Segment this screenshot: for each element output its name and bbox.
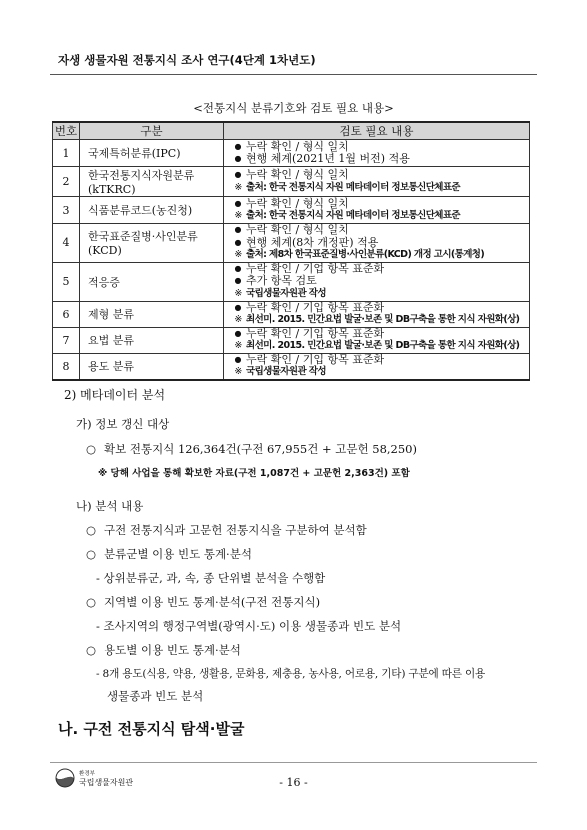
review-note-line <box>230 249 529 262</box>
footer-rule <box>50 762 537 763</box>
review-note-text: 최선미. 2015. 민간요법 발굴·보존 및 DB구축을 통한 지식 자원화(상) <box>246 340 520 351</box>
review-bullet-text: 누락 확인 / 기입 항목 표준화 <box>246 352 385 366</box>
row-number: 3 <box>53 197 80 224</box>
row-review-content <box>224 301 530 327</box>
row-review-content <box>224 167 530 197</box>
review-bullet-text: 현행 체계(8차 개정판) 적용 <box>246 235 379 249</box>
row-number: 7 <box>53 327 80 353</box>
review-note-text: 국립생물자원관 작성 <box>246 366 326 377</box>
header-title: 자생 생물자원 전통지식 조사 연구(4단계 1차년도) <box>58 53 316 67</box>
review-note-line <box>230 288 529 301</box>
analysis-item-4-text: 용도별 이용 빈도 통계·분석 <box>104 643 241 657</box>
analysis-item-1-text: 구전 전통지식과 고문헌 전통지식을 구분하여 분석함 <box>104 523 367 537</box>
review-bullet-line <box>230 302 529 315</box>
row-review-content <box>224 140 530 167</box>
review-note-line <box>230 314 529 327</box>
row-category: 한국전통지식자원분류(kTKRC) <box>80 167 224 197</box>
review-bullet-text: 누락 확인 / 형식 일치 <box>246 139 349 153</box>
bullet-dot-icon: ● <box>234 154 242 163</box>
review-note-text: 출처: 한국 전통지식 자원 메타데이터 정보통신단체표준 <box>246 181 461 193</box>
header-review: 검토 필요 내용 <box>224 122 530 140</box>
review-note-text: 최선미. 2015. 민간요법 발굴·보존 및 DB구축을 통한 지식 자원화(상) <box>246 314 520 325</box>
table-row <box>53 140 530 167</box>
review-bullet-text: 누락 확인 / 기업 항목 표준화 <box>246 261 385 275</box>
circle-bullet-icon: ○ <box>86 643 97 657</box>
table-row <box>53 197 530 224</box>
review-note-text: 국립생물자원관 작성 <box>246 287 326 299</box>
analysis-item-2-text: 분류군별 이용 빈도 통계·분석 <box>104 547 252 561</box>
table-row <box>53 262 530 301</box>
bullet-dot-icon: ● <box>234 170 242 179</box>
header-rule <box>50 74 537 75</box>
analysis-item-2-sub: - 상위분류군, 과, 속, 종 단위별 분석을 수행함 <box>96 571 326 585</box>
analysis-item-3-text: 지역별 이용 빈도 통계·분석(구전 전통지식) <box>104 595 321 609</box>
review-note-line <box>230 182 529 195</box>
row-review-content <box>224 224 530 263</box>
row-number: 1 <box>53 140 80 167</box>
review-note-text: 출처: 제8차 한국표준질병·사인분류(KCD) 개정 고시(통계청) <box>246 249 485 260</box>
header-category: 구분 <box>80 122 224 140</box>
bullet-dot-icon: ● <box>234 354 242 364</box>
analysis-item-1 <box>86 522 367 538</box>
bullet-dot-icon: ● <box>234 263 242 273</box>
review-bullet-line <box>230 275 529 288</box>
circle-bullet-icon: ○ <box>86 595 97 609</box>
review-note-line <box>230 366 529 379</box>
row-review-content <box>224 262 530 301</box>
review-bullet-line <box>230 169 529 182</box>
analysis-item-4 <box>86 642 241 658</box>
circle-bullet-icon: ○ <box>86 547 97 561</box>
section-heading: 2) 메타데이터 분석 <box>64 388 166 402</box>
row-number: 8 <box>53 353 80 380</box>
analysis-item-4-sub-1: - 8개 용도(식용, 약용, 생활용, 문화용, 제충용, 농사용, 어로용, 기타) 구분에 따른 이용 <box>96 668 486 680</box>
row-number: 6 <box>53 301 80 327</box>
circle-bullet-icon: ○ <box>86 523 97 537</box>
note-mark-icon: ※ <box>234 210 242 221</box>
table-row <box>53 167 530 197</box>
row-category: 식품분류코드(농진청) <box>80 197 224 224</box>
review-bullet-line <box>230 354 529 367</box>
table-row <box>53 224 530 263</box>
row-review-content <box>224 353 530 380</box>
circle-bullet-icon: ○ <box>86 442 97 456</box>
row-review-content <box>224 197 530 224</box>
review-bullet-text: 누락 확인 / 형식 일치 <box>246 223 349 236</box>
analysis-item-3-sub: - 조사지역의 행정구역별(광역시·도) 이용 생물종과 빈도 분석 <box>96 619 402 633</box>
row-category: 적응증 <box>80 262 224 301</box>
review-bullet-text: 누락 확인 / 형식 일치 <box>246 196 349 210</box>
page-number: - 16 - <box>279 776 308 789</box>
note-mark-icon: ※ <box>234 366 242 377</box>
bullet-dot-icon: ● <box>234 237 242 247</box>
table-row <box>53 301 530 327</box>
row-category: 제형 분류 <box>80 301 224 327</box>
row-review-content <box>224 327 530 353</box>
review-bullet-text: 누락 확인 / 형식 일치 <box>246 168 349 181</box>
review-bullet-line <box>230 153 529 166</box>
review-bullet-line <box>230 198 529 211</box>
review-note-text: 출처: 한국 전통지식 자원 메타데이터 정보통신단체표준 <box>246 210 461 221</box>
row-number: 2 <box>53 167 80 197</box>
row-category: 용도 분류 <box>80 353 224 380</box>
sub-a-item-text: 확보 전통지식 126,364건(구전 67,955건 + 고문헌 58,250) <box>104 442 417 456</box>
bullet-dot-icon: ● <box>234 141 242 151</box>
analysis-item-3 <box>86 594 320 610</box>
bullet-dot-icon: ● <box>234 198 242 208</box>
table-header-row <box>53 122 530 140</box>
table-row <box>53 353 530 380</box>
review-bullet-line <box>230 328 529 341</box>
subsection-b: 나) 분석 내용 <box>76 499 144 513</box>
bullet-dot-icon: ● <box>234 328 242 338</box>
header-no: 번호 <box>53 122 80 140</box>
analysis-item-4-sub-2: 생물종과 빈도 분석 <box>107 689 204 703</box>
note-mark-icon: ※ <box>234 181 242 193</box>
logo-ministry-text: 환경부 <box>79 771 95 777</box>
review-note-line <box>230 210 529 223</box>
row-category: 한국표준질병·사인분류(KCD) <box>80 224 224 263</box>
row-category: 요법 분류 <box>80 327 224 353</box>
table-body <box>53 140 530 380</box>
note-mark-icon: ※ <box>234 287 242 299</box>
review-bullet-text: 추가 항목 검토 <box>246 274 317 288</box>
row-number: 5 <box>53 262 80 301</box>
table-row <box>53 327 530 353</box>
row-category: 국제특허분류(IPC) <box>80 140 224 167</box>
review-bullet-text: 현행 체계(2021년 1월 버전) 적용 <box>246 152 410 165</box>
bullet-dot-icon: ● <box>234 302 242 312</box>
sub-a-item <box>86 441 417 457</box>
classification-table <box>52 121 530 381</box>
note-mark-icon: ※ <box>234 249 242 260</box>
analysis-item-2 <box>86 546 252 562</box>
bullet-dot-icon: ● <box>234 225 242 234</box>
review-bullet-line <box>230 237 529 250</box>
note-mark-icon: ※ <box>234 314 242 325</box>
sub-a-note: ※ 당해 사업을 통해 확보한 자료(구전 1,087건 + 고문헌 2,363건) 포함 <box>98 468 410 479</box>
note-mark-icon: ※ <box>234 340 242 351</box>
table-caption: <전통지식 분류기호와 검토 필요 내용> <box>193 101 394 115</box>
review-bullet-text: 누락 확인 / 기입 항목 표준화 <box>246 300 385 314</box>
chapter-heading: 나. 구전 전통지식 탐색·발굴 <box>58 720 245 738</box>
bullet-dot-icon: ● <box>234 276 242 286</box>
logo-institute-name: 국립생물자원관 <box>79 778 134 787</box>
review-note-line <box>230 340 529 353</box>
review-bullet-text: 누락 확인 / 기입 항목 표준화 <box>246 326 385 340</box>
subsection-a: 가) 정보 갱신 대상 <box>76 417 170 431</box>
row-number: 4 <box>53 224 80 263</box>
